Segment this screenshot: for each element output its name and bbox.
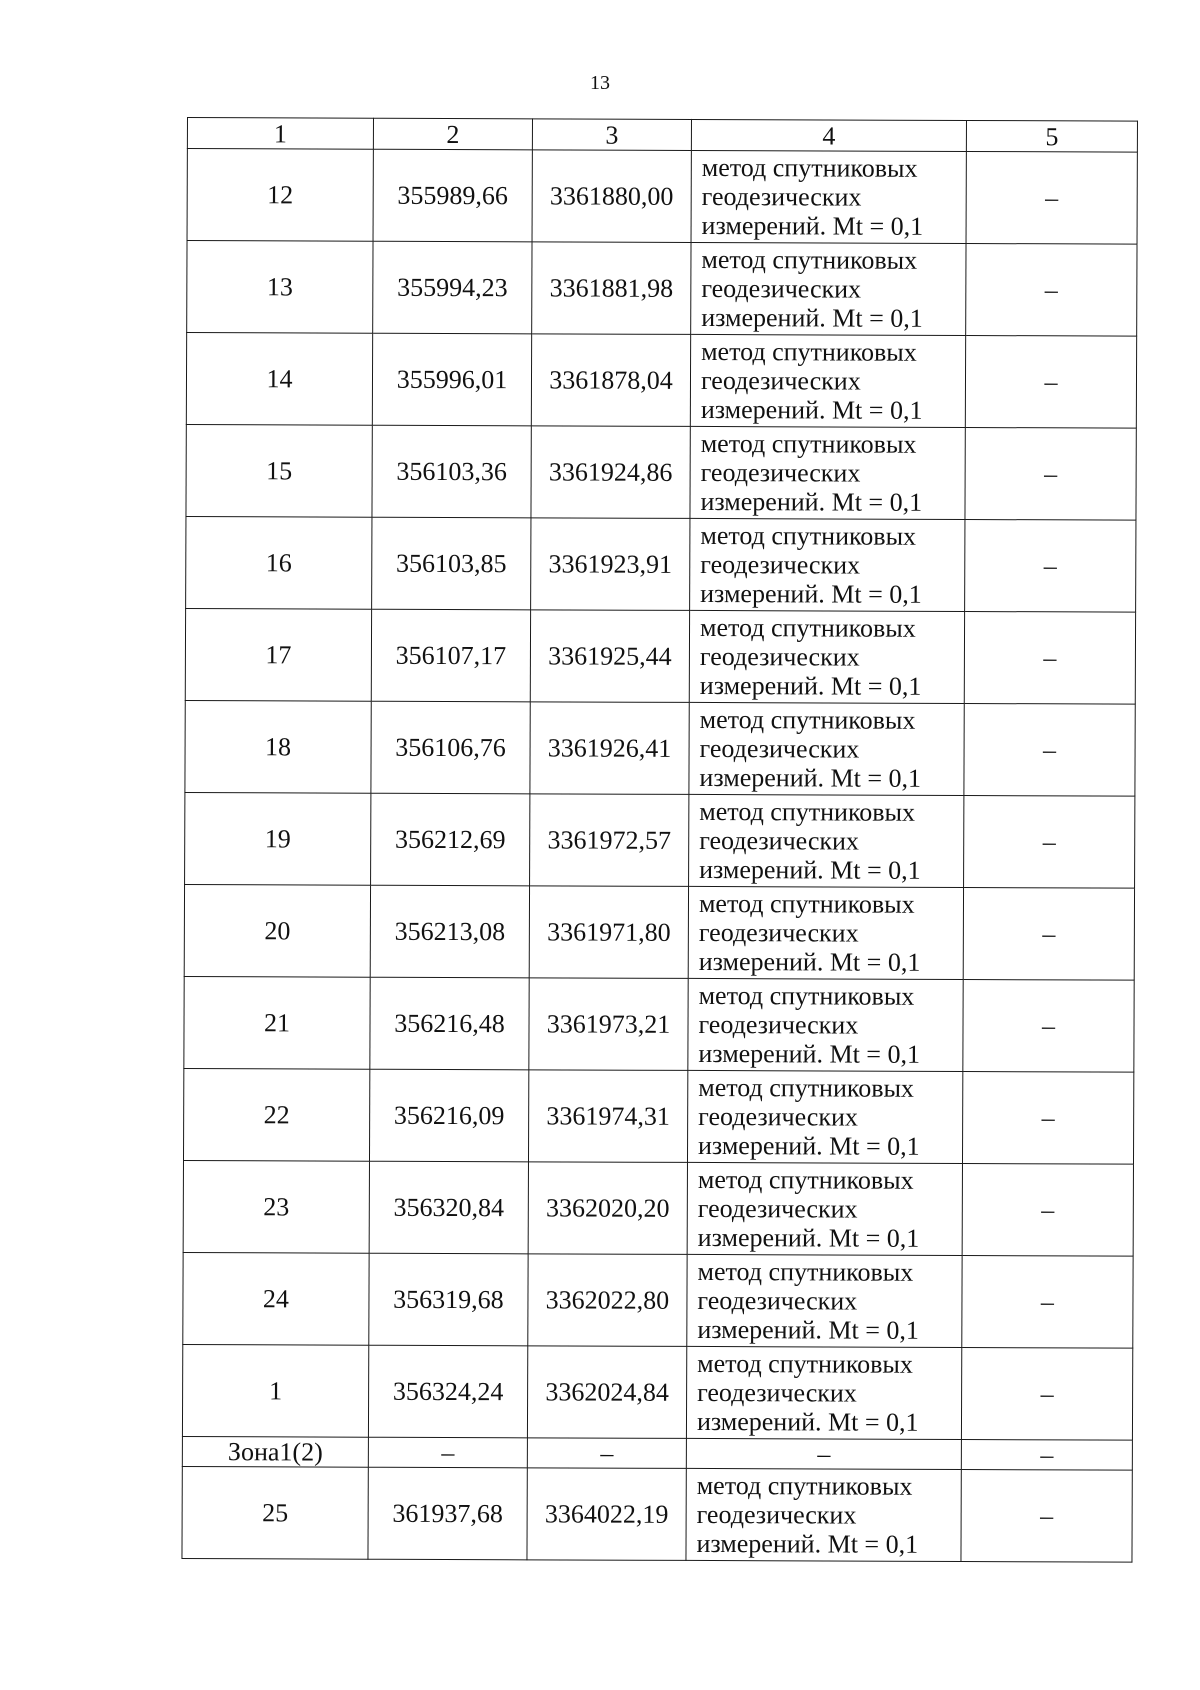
x-coordinate-cell: 356107,17 bbox=[371, 609, 530, 702]
method-cell bbox=[691, 242, 966, 335]
method-cell bbox=[687, 1162, 962, 1255]
note-cell: – bbox=[962, 1255, 1133, 1348]
note-cell: – bbox=[963, 979, 1134, 1072]
table-row bbox=[182, 1466, 1132, 1562]
x-coordinate-cell: 356319,68 bbox=[369, 1253, 528, 1346]
method-line: метод спутниковых bbox=[699, 796, 916, 827]
method-cell bbox=[688, 978, 963, 1071]
table-row bbox=[186, 516, 1136, 612]
method-line: метод спутниковых bbox=[697, 1164, 914, 1195]
note-cell: – bbox=[966, 151, 1137, 244]
method-line: метод спутниковых bbox=[696, 1470, 913, 1501]
method-line: геодезических bbox=[699, 733, 860, 764]
point-number-cell: 22 bbox=[183, 1068, 369, 1161]
point-number-cell: 25 bbox=[182, 1466, 368, 1559]
table-row bbox=[186, 333, 1136, 429]
x-coordinate-cell: 356216,09 bbox=[369, 1069, 528, 1162]
method-line: измерений. Mt = 0,1 bbox=[699, 854, 921, 885]
method-line: геодезических bbox=[700, 365, 861, 396]
table-row bbox=[182, 1344, 1132, 1440]
method-cell bbox=[686, 1468, 961, 1561]
point-number-cell: 20 bbox=[184, 884, 370, 977]
table-row bbox=[186, 424, 1136, 520]
table-header-row bbox=[187, 118, 1137, 153]
method-line: измерений. Mt = 0,1 bbox=[697, 1314, 920, 1345]
y-coordinate-cell: 3361881,98 bbox=[532, 242, 691, 335]
method-cell bbox=[686, 1438, 961, 1469]
x-coordinate-cell: 355994,23 bbox=[373, 241, 532, 334]
table-row bbox=[183, 1068, 1133, 1164]
method-line: измерений. Mt = 0,1 bbox=[700, 578, 922, 609]
note-cell: – bbox=[965, 519, 1136, 612]
method-line: метод спутниковых bbox=[699, 612, 916, 643]
x-coordinate-cell: 356212,69 bbox=[371, 793, 530, 886]
method-line: измерений. Mt = 0,1 bbox=[700, 486, 923, 517]
method-line: измерений. Mt = 0,1 bbox=[699, 762, 922, 793]
note-cell: – bbox=[966, 243, 1137, 336]
method-line: геодезических bbox=[698, 1101, 858, 1132]
x-coordinate-cell: 361937,68 bbox=[368, 1467, 527, 1560]
page-number: 13 bbox=[590, 72, 610, 94]
method-line: измерений. Mt = 0,1 bbox=[699, 670, 922, 701]
method-line: геодезических bbox=[697, 1285, 858, 1316]
y-coordinate-cell: 3361972,57 bbox=[530, 794, 689, 887]
note-cell: – bbox=[962, 1071, 1133, 1164]
header-cell: 1 bbox=[187, 118, 373, 150]
x-coordinate-cell: 356103,36 bbox=[372, 425, 531, 518]
method-line: геодезических bbox=[700, 457, 861, 488]
method-line: – bbox=[817, 1439, 831, 1469]
point-number-cell: 1 bbox=[182, 1344, 368, 1437]
table-row bbox=[187, 149, 1137, 245]
method-line: геодезических bbox=[700, 549, 861, 580]
table-row bbox=[183, 1160, 1133, 1256]
point-number-cell: 13 bbox=[187, 241, 373, 334]
method-line: геодезических bbox=[697, 1377, 857, 1408]
method-line: метод спутниковых bbox=[697, 1256, 914, 1287]
y-coordinate-cell: – bbox=[527, 1438, 686, 1469]
method-cell bbox=[689, 794, 964, 887]
method-line: геодезических bbox=[701, 181, 862, 212]
note-cell: – bbox=[964, 795, 1135, 888]
method-line: метод спутниковых bbox=[701, 336, 917, 367]
table-row bbox=[187, 241, 1137, 337]
method-line: метод спутниковых bbox=[697, 1348, 913, 1379]
point-number-cell: 24 bbox=[183, 1252, 369, 1345]
header-cell: 2 bbox=[373, 118, 532, 150]
header-cell: 4 bbox=[691, 119, 966, 151]
method-line: измерений. Mt = 0,1 bbox=[698, 946, 921, 977]
method-line: метод спутниковых bbox=[698, 1072, 915, 1103]
table-row bbox=[184, 884, 1134, 980]
method-line: метод спутниковых bbox=[700, 520, 917, 551]
point-number-cell: 18 bbox=[185, 700, 371, 793]
point-number-cell: 19 bbox=[185, 792, 371, 885]
y-coordinate-cell: 3364022,19 bbox=[527, 1468, 686, 1561]
method-cell bbox=[690, 518, 965, 611]
y-coordinate-cell: 3361924,86 bbox=[531, 426, 690, 519]
y-coordinate-cell: 3361926,41 bbox=[530, 702, 689, 795]
method-cell bbox=[690, 426, 965, 519]
method-line: измерений. Mt = 0,1 bbox=[698, 1038, 921, 1069]
table-row bbox=[185, 700, 1135, 796]
coordinates-table bbox=[181, 117, 1138, 1563]
method-line: измерений. Mt = 0,1 bbox=[697, 1130, 920, 1161]
note-cell: – bbox=[962, 1163, 1133, 1256]
y-coordinate-cell: 3361923,91 bbox=[531, 518, 690, 611]
method-line: метод спутниковых bbox=[698, 980, 915, 1011]
point-number-cell: 21 bbox=[184, 976, 370, 1069]
method-line: геодезических bbox=[699, 825, 860, 856]
y-coordinate-cell: 3361973,21 bbox=[529, 978, 688, 1071]
x-coordinate-cell: 356103,85 bbox=[372, 517, 531, 610]
header-cell: 5 bbox=[966, 120, 1137, 152]
table-body bbox=[182, 118, 1138, 1563]
note-cell: – bbox=[965, 427, 1136, 520]
table-row bbox=[185, 792, 1135, 888]
zone-row bbox=[182, 1436, 1132, 1470]
table-row bbox=[183, 1252, 1133, 1348]
method-line: геодезических bbox=[701, 273, 862, 304]
method-cell bbox=[689, 702, 964, 795]
method-line: метод спутниковых bbox=[699, 704, 916, 735]
method-line: измерений. Mt = 0,1 bbox=[696, 1528, 919, 1559]
note-cell: – bbox=[963, 887, 1134, 980]
method-line: геодезических bbox=[698, 1009, 859, 1040]
header-cell: 3 bbox=[532, 119, 691, 151]
method-line: измерений. Mt = 0,1 bbox=[696, 1406, 919, 1437]
method-cell bbox=[691, 150, 966, 243]
method-line: геодезических bbox=[696, 1499, 857, 1530]
method-line: измерений. Mt = 0,1 bbox=[701, 302, 923, 333]
point-number-cell: 12 bbox=[187, 149, 373, 242]
method-cell bbox=[689, 610, 964, 703]
x-coordinate-cell: 356216,48 bbox=[370, 977, 529, 1070]
method-cell bbox=[688, 886, 963, 979]
method-line: метод спутниковых bbox=[700, 428, 917, 459]
x-coordinate-cell: 356213,08 bbox=[370, 885, 529, 978]
y-coordinate-cell: 3362024,84 bbox=[527, 1346, 686, 1439]
method-line: геодезических bbox=[699, 641, 860, 672]
table-row bbox=[185, 608, 1135, 704]
y-coordinate-cell: 3361878,04 bbox=[531, 334, 690, 427]
method-line: метод спутниковых bbox=[698, 888, 915, 919]
method-line: геодезических bbox=[697, 1193, 858, 1224]
note-cell: – bbox=[961, 1469, 1132, 1562]
x-coordinate-cell: – bbox=[368, 1437, 527, 1468]
method-cell bbox=[686, 1346, 961, 1439]
y-coordinate-cell: 3361880,00 bbox=[532, 150, 691, 243]
x-coordinate-cell: 355989,66 bbox=[373, 149, 532, 242]
point-number-cell: 15 bbox=[186, 424, 372, 517]
y-coordinate-cell: 3362020,20 bbox=[528, 1162, 687, 1255]
x-coordinate-cell: 356324,24 bbox=[368, 1345, 527, 1438]
point-number-cell: 16 bbox=[186, 516, 372, 609]
method-line: измерений. Mt = 0,1 bbox=[697, 1222, 920, 1253]
method-line: геодезических bbox=[698, 917, 859, 948]
method-line: метод спутниковых bbox=[701, 152, 918, 183]
table-row bbox=[184, 976, 1134, 1072]
method-cell bbox=[687, 1070, 962, 1163]
y-coordinate-cell: 3361971,80 bbox=[529, 886, 688, 979]
x-coordinate-cell: 356106,76 bbox=[371, 701, 530, 794]
point-number-cell: 17 bbox=[185, 608, 371, 701]
point-number-cell: Зона1(2) bbox=[182, 1436, 368, 1467]
note-cell: – bbox=[964, 611, 1135, 704]
x-coordinate-cell: 355996,01 bbox=[372, 333, 531, 426]
method-cell bbox=[687, 1254, 962, 1347]
method-line: измерений. Mt = 0,1 bbox=[701, 210, 924, 241]
method-line: метод спутниковых bbox=[701, 244, 918, 275]
x-coordinate-cell: 356320,84 bbox=[369, 1161, 528, 1254]
point-number-cell: 14 bbox=[186, 333, 372, 426]
y-coordinate-cell: 3362022,80 bbox=[528, 1254, 687, 1347]
note-cell: – bbox=[961, 1439, 1132, 1470]
note-cell: – bbox=[964, 703, 1135, 796]
y-coordinate-cell: 3361925,44 bbox=[530, 610, 689, 703]
y-coordinate-cell: 3361974,31 bbox=[528, 1070, 687, 1163]
method-line: измерений. Mt = 0,1 bbox=[700, 394, 923, 425]
note-cell: – bbox=[965, 335, 1136, 428]
method-cell bbox=[690, 334, 965, 427]
point-number-cell: 23 bbox=[183, 1160, 369, 1253]
note-cell: – bbox=[961, 1347, 1132, 1440]
